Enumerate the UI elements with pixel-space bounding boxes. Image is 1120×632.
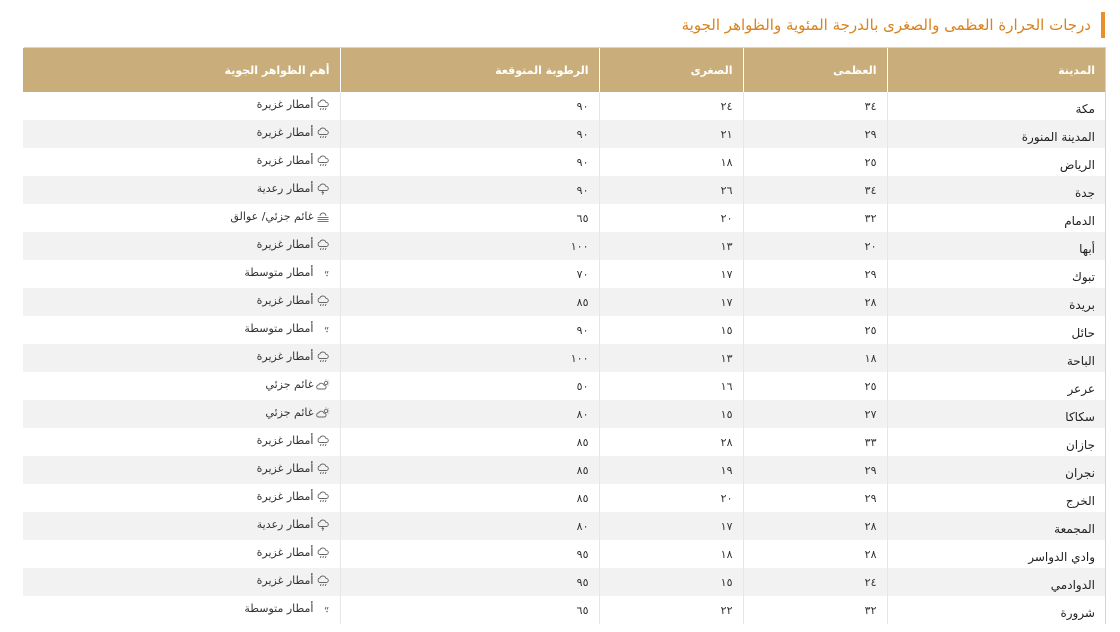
weather-label: أمطار غزيرة (256, 546, 314, 560)
weather-label: أمطار متوسطة (244, 266, 314, 280)
heavy-rain-icon (316, 295, 330, 307)
cell-weather (23, 568, 340, 596)
cell-weather (23, 400, 340, 428)
section-title-bar (5, 12, 1105, 38)
weather-phenomenon (244, 602, 329, 615)
cell-city: المجمعة (887, 512, 1105, 540)
table-row (23, 92, 1105, 120)
cell-weather (23, 456, 340, 484)
cell-humidity: ٨٥ (340, 456, 599, 484)
cell-city: جدة (887, 176, 1105, 204)
weather-label: أمطار غزيرة (256, 238, 314, 252)
weather-phenomenon (257, 294, 330, 307)
weather-phenomenon (257, 574, 330, 587)
cell-max: ٢٥ (743, 148, 887, 176)
cell-weather (23, 428, 340, 456)
weather-phenomenon (257, 462, 330, 475)
cell-max: ٢٩ (743, 120, 887, 148)
weather-label: أمطار متوسطة (244, 602, 314, 616)
cell-max: ٣٢ (743, 596, 887, 624)
weather-phenomenon (265, 406, 329, 419)
table-row (23, 232, 1105, 260)
cell-max: ٢٩ (743, 260, 887, 288)
weather-label: أمطار متوسطة (244, 322, 314, 336)
cell-min: ١٦ (599, 372, 743, 400)
cell-max: ٢٨ (743, 288, 887, 316)
cell-min: ٢٢ (599, 596, 743, 624)
weather-phenomenon (265, 378, 329, 391)
weather-label: أمطار غزيرة (256, 574, 314, 588)
heavy-rain-icon (316, 351, 330, 363)
cell-humidity: ٨٥ (340, 484, 599, 512)
cell-city: أبها (887, 232, 1105, 260)
heavy-rain-icon (316, 463, 330, 475)
cell-humidity: ٩٠ (340, 316, 599, 344)
table-row (23, 512, 1105, 540)
partly-cloudy-icon (316, 407, 330, 419)
weather-label: أمطار غزيرة (256, 294, 314, 308)
cell-city: الدوادمي (887, 568, 1105, 596)
weather-label: غائم جزئي (265, 378, 314, 392)
cell-min: ١٨ (599, 148, 743, 176)
weather-table (23, 48, 1105, 624)
heavy-rain-icon (316, 491, 330, 503)
cell-humidity: ٩٠ (340, 92, 599, 120)
heavy-rain-icon (316, 99, 330, 111)
weather-label: أمطار غزيرة (256, 462, 314, 476)
cell-max: ٢٥ (743, 372, 887, 400)
header-city: المدينة (887, 48, 1105, 92)
table-header-row (23, 48, 1105, 92)
cell-min: ٢٨ (599, 428, 743, 456)
table-row (23, 260, 1105, 288)
cell-weather (23, 260, 340, 288)
cell-min: ١٧ (599, 512, 743, 540)
cell-min: ١٧ (599, 288, 743, 316)
weather-label: أمطار غزيرة (256, 350, 314, 364)
cell-weather (23, 316, 340, 344)
heavy-rain-icon (316, 239, 330, 251)
cell-city: الرياض (887, 148, 1105, 176)
weather-label: أمطار رعدية (256, 518, 314, 532)
weather-phenomenon (257, 238, 330, 251)
moderate-rain-icon (316, 267, 330, 279)
table-row (23, 344, 1105, 372)
table-row (23, 568, 1105, 596)
cell-min: ٢١ (599, 120, 743, 148)
cell-city: نجران (887, 456, 1105, 484)
partly-cloudy-icon (316, 379, 330, 391)
cell-min: ١٧ (599, 260, 743, 288)
heavy-rain-icon (316, 575, 330, 587)
cell-humidity: ٩٠ (340, 176, 599, 204)
cell-min: ١٥ (599, 568, 743, 596)
cell-min: ١٩ (599, 456, 743, 484)
cell-weather (23, 204, 340, 232)
weather-phenomenon (244, 322, 329, 335)
table-row (23, 372, 1105, 400)
cell-min: ١٨ (599, 540, 743, 568)
cell-humidity: ٦٥ (340, 204, 599, 232)
cell-max: ٢٠ (743, 232, 887, 260)
cell-weather (23, 288, 340, 316)
cell-city: عرعر (887, 372, 1105, 400)
table-row (23, 316, 1105, 344)
cell-humidity: ٩٥ (340, 568, 599, 596)
table-row (23, 120, 1105, 148)
header-max: العظمى (743, 48, 887, 92)
table-row (23, 540, 1105, 568)
cell-city: مكة (887, 92, 1105, 120)
cell-weather (23, 92, 340, 120)
cell-weather (23, 148, 340, 176)
cell-city: شرورة (887, 596, 1105, 624)
cell-humidity: ٨٥ (340, 428, 599, 456)
cell-city: بريدة (887, 288, 1105, 316)
cell-max: ٢٧ (743, 400, 887, 428)
cell-max: ٢٤ (743, 568, 887, 596)
cell-humidity: ٥٠ (340, 372, 599, 400)
weather-label: أمطار غزيرة (256, 126, 314, 140)
weather-label: غائم جزئي (265, 406, 314, 420)
weather-label: أمطار غزيرة (256, 490, 314, 504)
weather-table-container (24, 47, 1106, 624)
weather-label: غائم جزئي/ عوالق (230, 210, 314, 224)
cell-max: ٣٣ (743, 428, 887, 456)
header-weather: أهم الظواهر الجوية (23, 48, 340, 92)
cell-humidity: ١٠٠ (340, 232, 599, 260)
cell-humidity: ٨٠ (340, 512, 599, 540)
header-humidity: الرطوبة المتوقعة (340, 48, 599, 92)
cell-city: المدينة المنورة (887, 120, 1105, 148)
cell-humidity: ٩٠ (340, 120, 599, 148)
table-row (23, 288, 1105, 316)
cell-min: ١٣ (599, 232, 743, 260)
weather-phenomenon (257, 350, 330, 363)
cell-weather (23, 512, 340, 540)
cell-weather (23, 596, 340, 624)
cell-weather (23, 232, 340, 260)
weather-phenomenon (257, 434, 330, 447)
cell-city: حائل (887, 316, 1105, 344)
cell-humidity: ٦٥ (340, 596, 599, 624)
cell-humidity: ٨٥ (340, 288, 599, 316)
cell-max: ٢٩ (743, 456, 887, 484)
cell-humidity: ١٠٠ (340, 344, 599, 372)
heavy-rain-icon (316, 155, 330, 167)
weather-phenomenon (257, 546, 330, 559)
thunderstorm-icon (316, 519, 330, 531)
heavy-rain-icon (316, 547, 330, 559)
table-row (23, 204, 1105, 232)
table-row (23, 484, 1105, 512)
cell-humidity: ٩٥ (340, 540, 599, 568)
cell-city: وادي الدواسر (887, 540, 1105, 568)
cell-city: الدمام (887, 204, 1105, 232)
weather-label: أمطار غزيرة (256, 98, 314, 112)
thunderstorm-icon (316, 183, 330, 195)
cell-max: ٣٤ (743, 176, 887, 204)
cell-max: ٢٨ (743, 540, 887, 568)
cell-max: ٣٢ (743, 204, 887, 232)
cell-min: ١٥ (599, 316, 743, 344)
cell-city: جازان (887, 428, 1105, 456)
cell-weather (23, 344, 340, 372)
cell-max: ١٨ (743, 344, 887, 372)
weather-phenomenon (257, 154, 330, 167)
cell-humidity: ٩٠ (340, 148, 599, 176)
cell-weather (23, 120, 340, 148)
table-row (23, 148, 1105, 176)
cell-weather (23, 540, 340, 568)
weather-phenomenon (257, 126, 330, 139)
cell-weather (23, 484, 340, 512)
cell-min: ١٥ (599, 400, 743, 428)
cell-min: ٢٤ (599, 92, 743, 120)
table-row (23, 428, 1105, 456)
cell-city: سكاكا (887, 400, 1105, 428)
cell-humidity: ٨٠ (340, 400, 599, 428)
haze-icon (316, 211, 330, 223)
table-row (23, 596, 1105, 624)
cell-city: تبوك (887, 260, 1105, 288)
weather-phenomenon (257, 490, 330, 503)
cell-weather (23, 372, 340, 400)
cell-min: ١٣ (599, 344, 743, 372)
weather-label: أمطار غزيرة (256, 434, 314, 448)
cell-max: ٢٨ (743, 512, 887, 540)
cell-humidity: ٧٠ (340, 260, 599, 288)
cell-city: الخرج (887, 484, 1105, 512)
weather-phenomenon (244, 266, 329, 279)
cell-min: ٢٠ (599, 484, 743, 512)
cell-min: ٢٠ (599, 204, 743, 232)
weather-label: أمطار رعدية (256, 182, 314, 196)
header-min: الصغرى (599, 48, 743, 92)
cell-max: ٣٤ (743, 92, 887, 120)
page-title: درجات الحرارة العظمى والصغرى بالدرجة المئوية والظواهر الجوية (681, 16, 1091, 34)
moderate-rain-icon (316, 323, 330, 335)
cell-max: ٢٥ (743, 316, 887, 344)
weather-phenomenon (257, 182, 330, 195)
cell-max: ٢٩ (743, 484, 887, 512)
weather-label: أمطار غزيرة (256, 154, 314, 168)
cell-city: الباحة (887, 344, 1105, 372)
table-row (23, 456, 1105, 484)
weather-phenomenon (230, 210, 329, 223)
weather-phenomenon (257, 518, 330, 531)
moderate-rain-icon (316, 603, 330, 615)
heavy-rain-icon (316, 127, 330, 139)
heavy-rain-icon (316, 435, 330, 447)
table-row (23, 176, 1105, 204)
table-row (23, 400, 1105, 428)
weather-phenomenon (257, 98, 330, 111)
cell-min: ٢٦ (599, 176, 743, 204)
cell-weather (23, 176, 340, 204)
